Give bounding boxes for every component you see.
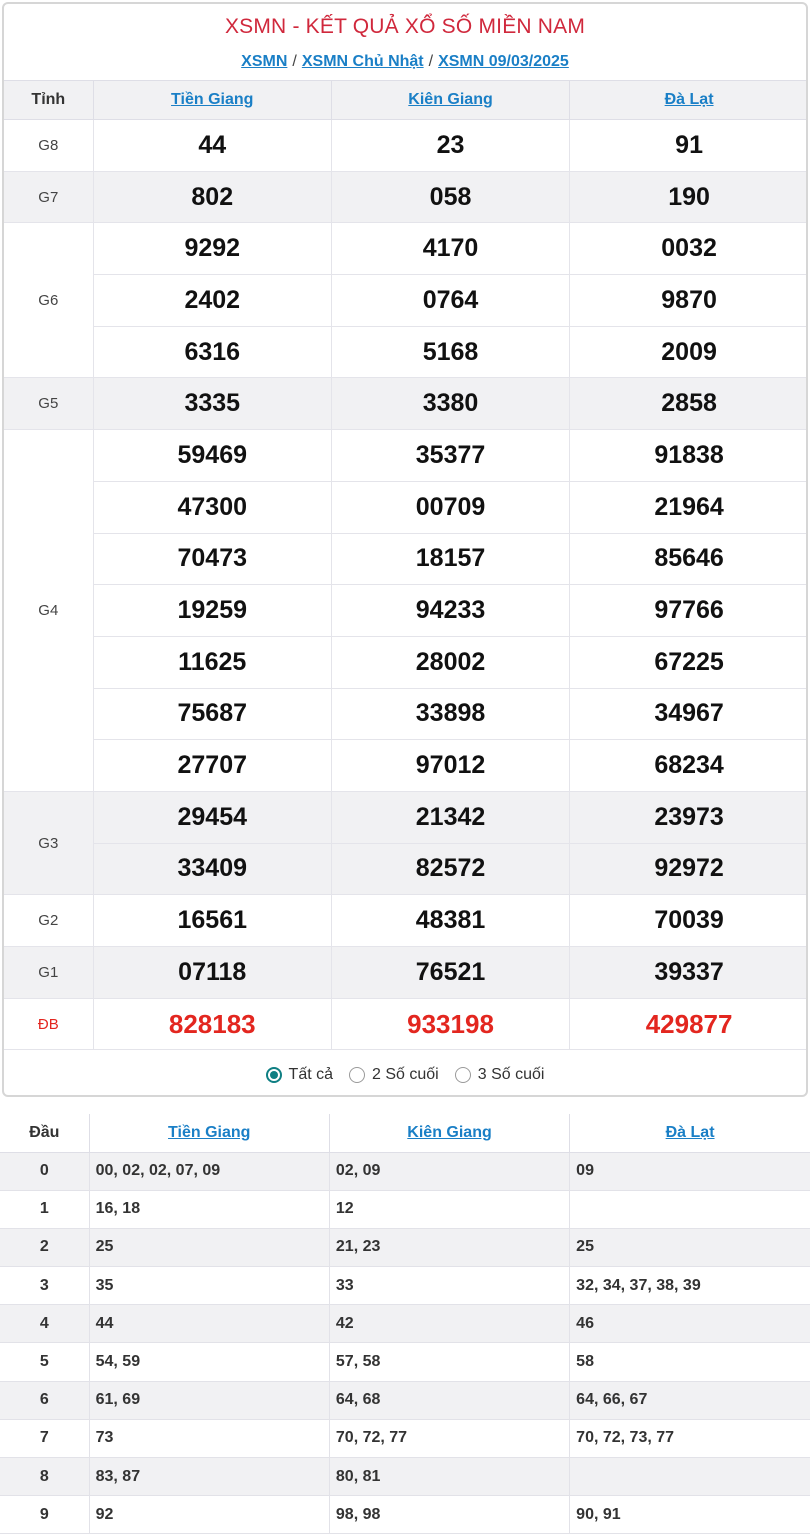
prize-number: 11625: [93, 636, 331, 688]
prize-number: 35377: [331, 430, 569, 482]
loto-tail-values: 21, 23: [329, 1228, 569, 1266]
prize-number: 68234: [570, 740, 808, 792]
prize-number: 33409: [93, 843, 331, 895]
prize-number: 21342: [331, 791, 569, 843]
loto-tail-values: 54, 59: [89, 1343, 329, 1381]
prize-number: 34967: [570, 688, 808, 740]
filter-option-last-2[interactable]: [349, 1066, 439, 1084]
prize-number: 2402: [93, 275, 331, 327]
loto-tail-values: 58: [570, 1343, 810, 1381]
prize-number: 48381: [331, 895, 569, 947]
prize-row: [4, 120, 808, 172]
prize-row: [4, 688, 808, 740]
prize-number: 28002: [331, 636, 569, 688]
breadcrumb-date-link[interactable]: XSMN 09/03/2025: [438, 53, 569, 70]
loto-tail-values: 83, 87: [89, 1458, 329, 1496]
loto-tail-values: 32, 34, 37, 38, 39: [570, 1267, 810, 1305]
prize-number: 4170: [331, 223, 569, 275]
loto-tail-values: 25: [570, 1228, 810, 1266]
prize-row: [4, 998, 808, 1050]
loto-province-link-tien-giang[interactable]: Tiền Giang: [168, 1123, 251, 1141]
prize-number: 19259: [93, 585, 331, 637]
prize-number: 16561: [93, 895, 331, 947]
prize-number: 429877: [570, 998, 808, 1050]
prize-number: 0764: [331, 275, 569, 327]
loto-head-digit: 3: [0, 1267, 89, 1305]
prize-number: 91838: [570, 430, 808, 482]
prize-row: [4, 223, 808, 275]
prize-label: G6: [4, 223, 93, 378]
loto-row: [0, 1190, 810, 1228]
prize-label: G2: [4, 895, 93, 947]
loto-tail-values: 09: [570, 1152, 810, 1190]
page-title: XSMN - KẾT QUẢ XỔ SỐ MIỀN NAM: [224, 15, 586, 38]
prize-row: [4, 895, 808, 947]
loto-tail-values: 70, 72, 77: [329, 1419, 569, 1457]
loto-head-digit: 9: [0, 1496, 89, 1534]
breadcrumb-xsmn-link[interactable]: XSMN: [241, 53, 288, 70]
results-header-row: [4, 81, 808, 120]
prize-number: 23: [331, 120, 569, 172]
prize-row: [4, 636, 808, 688]
prize-number: 058: [331, 171, 569, 223]
prize-row: [4, 585, 808, 637]
loto-head-digit: 4: [0, 1305, 89, 1343]
prize-label: G7: [4, 171, 93, 223]
prize-number: 828183: [93, 998, 331, 1050]
prize-number: 6316: [93, 326, 331, 378]
breadcrumb-sunday-link[interactable]: XSMN Chủ Nhật: [301, 53, 424, 70]
loto-row: [0, 1305, 810, 1343]
filter-option-label: 2 Số cuối: [372, 1065, 439, 1083]
loto-head-digit: 2: [0, 1228, 89, 1266]
loto-row: [0, 1381, 810, 1419]
loto-tail-values: 44: [89, 1305, 329, 1343]
loto-province-link-da-lat[interactable]: Đà Lạt: [665, 1123, 715, 1141]
loto-tail-values: 64, 68: [329, 1381, 569, 1419]
prize-row: [4, 430, 808, 482]
digit-filter: [4, 1050, 806, 1097]
loto-tail-values: 00, 02, 02, 07, 09: [89, 1152, 329, 1190]
loto-tail-values: 73: [89, 1419, 329, 1457]
prize-number: 44: [93, 120, 331, 172]
prize-number: 76521: [331, 947, 569, 999]
loto-row: [0, 1228, 810, 1266]
loto-tail-values: 42: [329, 1305, 569, 1343]
prize-row: [4, 947, 808, 999]
loto-tail-values: 16, 18: [89, 1190, 329, 1228]
prize-number: 82572: [331, 843, 569, 895]
loto-row: [0, 1458, 810, 1496]
radio-unselected-icon[interactable]: [455, 1067, 471, 1083]
prize-number: 2009: [570, 326, 808, 378]
loto-head-digit: 7: [0, 1419, 89, 1457]
prize-row: [4, 171, 808, 223]
radio-unselected-icon[interactable]: [349, 1067, 365, 1083]
prize-number: 29454: [93, 791, 331, 843]
loto-tail-values: 33: [329, 1267, 569, 1305]
results-table: [4, 80, 808, 1050]
prize-number: 70473: [93, 533, 331, 585]
prize-row: [4, 275, 808, 327]
prize-number: 92972: [570, 843, 808, 895]
loto-head-digit: 5: [0, 1343, 89, 1381]
prize-row: [4, 791, 808, 843]
loto-header-row: [0, 1114, 810, 1152]
prize-number: 94233: [331, 585, 569, 637]
prize-number: 3380: [331, 378, 569, 430]
prize-number: 85646: [570, 533, 808, 585]
prize-number: 59469: [93, 430, 331, 482]
loto-row: [0, 1152, 810, 1190]
radio-selected-icon[interactable]: [266, 1067, 282, 1083]
province-link-kien-giang[interactable]: Kiên Giang: [408, 91, 493, 108]
prize-number: 9292: [93, 223, 331, 275]
loto-tail-values: [570, 1458, 810, 1496]
prize-number: 2858: [570, 378, 808, 430]
filter-option-all[interactable]: [266, 1066, 333, 1084]
prize-number: 00709: [331, 481, 569, 533]
prize-number: 67225: [570, 636, 808, 688]
prize-number: 97012: [331, 740, 569, 792]
prize-row: [4, 843, 808, 895]
loto-row: [0, 1267, 810, 1305]
prize-row: [4, 378, 808, 430]
prize-number: 933198: [331, 998, 569, 1050]
prize-row: [4, 740, 808, 792]
head-column-header: Đầu: [0, 1114, 89, 1152]
prize-number: 33898: [331, 688, 569, 740]
prize-number: 3335: [93, 378, 331, 430]
loto-head-digit: 8: [0, 1458, 89, 1496]
prize-row: [4, 326, 808, 378]
prize-number: 47300: [93, 481, 331, 533]
prize-number: 70039: [570, 895, 808, 947]
prize-number: 75687: [93, 688, 331, 740]
filter-option-label: 3 Số cuối: [477, 1065, 545, 1083]
prize-number: 802: [93, 171, 331, 223]
loto-head-digit: 1: [0, 1190, 89, 1228]
loto-head-table: [0, 1114, 810, 1534]
loto-tail-values: 46: [570, 1305, 810, 1343]
loto-tail-values: 64, 66, 67: [570, 1381, 810, 1419]
filter-option-last-3[interactable]: [455, 1066, 545, 1084]
loto-province-link-kien-giang[interactable]: Kiên Giang: [407, 1123, 492, 1141]
loto-tail-values: 70, 72, 73, 77: [570, 1419, 810, 1457]
loto-tail-values: 57, 58: [329, 1343, 569, 1381]
loto-head-digit: 6: [0, 1381, 89, 1419]
prize-row: [4, 533, 808, 585]
loto-tail-values: 12: [329, 1190, 569, 1228]
prize-label: G3: [4, 791, 93, 894]
prize-number: 0032: [570, 223, 808, 275]
loto-tail-values: [570, 1190, 810, 1228]
prize-row: [4, 481, 808, 533]
loto-tail-values: 35: [89, 1267, 329, 1305]
prize-label: G1: [4, 947, 93, 999]
prize-number: 9870: [570, 275, 808, 327]
province-link-tien-giang[interactable]: Tiền Giang: [171, 91, 254, 108]
results-card: [2, 2, 808, 1097]
prize-number: 91: [570, 120, 808, 172]
prize-column-header: Tỉnh: [4, 81, 93, 120]
loto-tail-values: 92: [89, 1496, 329, 1534]
loto-tail-values: 61, 69: [89, 1381, 329, 1419]
loto-tail-values: 80, 81: [329, 1458, 569, 1496]
prize-number: 07118: [93, 947, 331, 999]
loto-tail-values: 25: [89, 1228, 329, 1266]
loto-row: [0, 1496, 810, 1534]
loto-tail-values: 02, 09: [329, 1152, 569, 1190]
prize-number: 23973: [570, 791, 808, 843]
prize-number: 39337: [570, 947, 808, 999]
breadcrumb: XSMN / XSMN Chủ Nhật / XSMN 09/03/2025: [241, 53, 569, 70]
prize-number: 18157: [331, 533, 569, 585]
prize-label: G8: [4, 120, 93, 172]
prize-number: 190: [570, 171, 808, 223]
loto-row: [0, 1343, 810, 1381]
loto-tail-values: 98, 98: [329, 1496, 569, 1534]
prize-label: ĐB: [4, 998, 93, 1050]
loto-head-digit: 0: [0, 1152, 89, 1190]
province-link-da-lat[interactable]: Đà Lạt: [664, 91, 714, 108]
filter-option-label: Tất cả: [288, 1065, 334, 1083]
prize-number: 5168: [331, 326, 569, 378]
loto-row: [0, 1419, 810, 1457]
prize-label: G4: [4, 430, 93, 792]
prize-number: 21964: [570, 481, 808, 533]
prize-label: G5: [4, 378, 93, 430]
loto-tail-values: 90, 91: [570, 1496, 810, 1534]
prize-number: 97766: [570, 585, 808, 637]
prize-number: 27707: [93, 740, 331, 792]
